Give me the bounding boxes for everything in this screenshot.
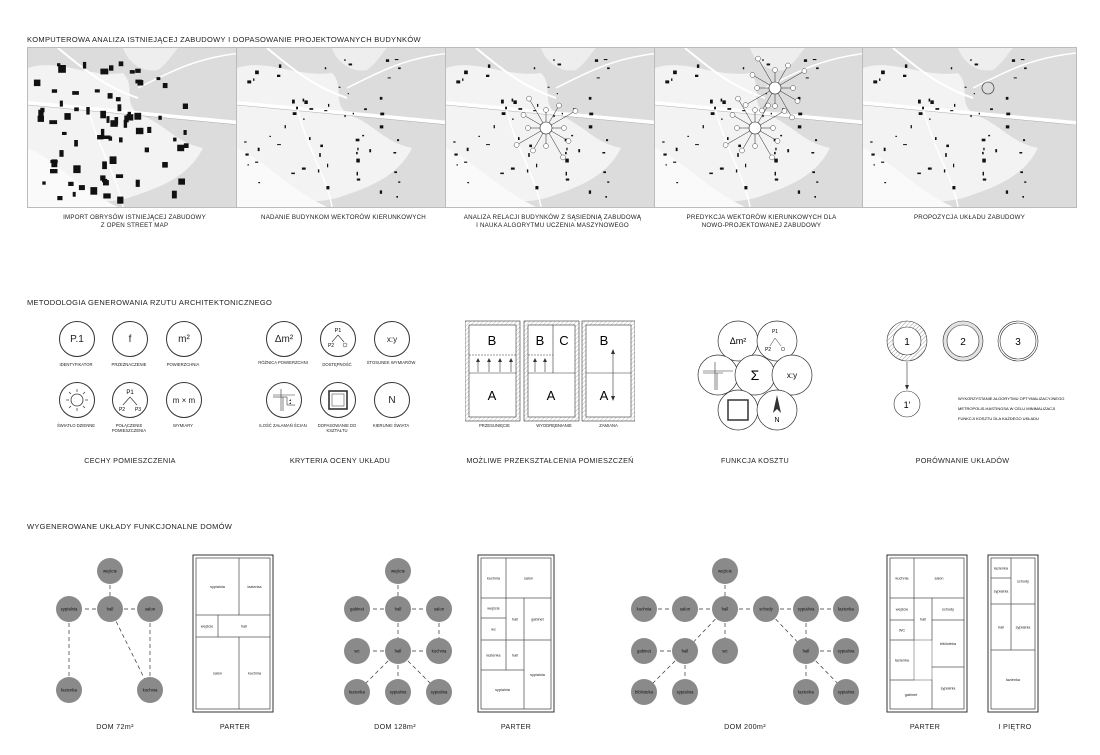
cost-function-diagram <box>695 318 815 433</box>
plan-room-label: łazienka <box>247 585 262 589</box>
connection-p3: P3 <box>134 407 142 413</box>
graph-node-label: hall <box>681 648 689 654</box>
transform2-a: A <box>546 388 556 403</box>
features-caption: CECHY POMIESZCZENIA <box>84 456 176 465</box>
accessibility-icon <box>320 321 356 357</box>
house72-plan <box>193 555 273 712</box>
graph-edge <box>110 609 150 690</box>
layout-comparison-diagram <box>880 318 1070 428</box>
feature-purpose-circle: f <box>112 321 148 357</box>
house200-plan-caption: PARTER <box>909 722 941 731</box>
plan-room-label: wejście <box>895 607 909 612</box>
house200-plan2-caption: I PIĘTRO <box>998 722 1032 731</box>
cost-caption: FUNKCJA KOSZTU <box>720 456 790 465</box>
graph-node-label: wc <box>354 648 360 654</box>
graph-node-label: sypialnia <box>676 689 694 695</box>
plan-room-label: salon <box>212 671 223 676</box>
map-drawing <box>237 48 450 207</box>
feature-daylight-label: ŚWIATŁO DZIENNE <box>56 423 96 428</box>
graph-node-label: salon <box>433 606 445 612</box>
cost-sum: Σ <box>750 367 760 383</box>
plan-room-label: kuchnia <box>247 671 262 676</box>
criteria-caption: KRYTERIA OCENY UKŁADU <box>289 456 391 465</box>
house200-plan <box>887 555 967 712</box>
panel1-caption: IMPORT OBRYSÓW ISTNIEJĄCEJ ZABUDOWY Z OPEN STREET MAP <box>63 214 206 229</box>
plan-room-label: sypialnia <box>530 673 545 677</box>
feature-identifier-circle: P.1 <box>59 321 95 357</box>
panel2-caption: NADANIE BUDYNKOM WEKTORÓW KIERUNKOWYCH <box>261 214 426 221</box>
cost-ratio: x:y <box>786 371 798 380</box>
plan-room-label: schody <box>1016 579 1030 584</box>
compare-note-3: FUNKCJI KOSZTU DLA KAŻDEGO UKŁADU <box>958 416 1039 421</box>
plan-room-label: salon <box>523 576 534 581</box>
cost-area: Δm² <box>729 336 747 346</box>
transform2-label: WYODRĘBNIANIE <box>536 423 572 428</box>
graph-node-label: kuchnia <box>431 648 447 654</box>
compare-note-2: METROPOLIS-HASTINGSA W CELU MINIMALIZACJI <box>958 406 1056 411</box>
graph-node-label: gabinet <box>349 606 365 612</box>
house200-plan2 <box>988 555 1038 712</box>
section2-title: METODOLOGIA GENEROWANIA RZUTU ARCHITEKTONICZNEGO <box>27 298 273 307</box>
graph-node-label: hall <box>394 648 402 654</box>
house200-graph <box>631 558 859 705</box>
plan-room-label: kuchnia <box>486 576 501 581</box>
house128-plan <box>478 555 554 712</box>
house200-caption: DOM 200m² <box>724 722 766 731</box>
plan-room-label: łazienka <box>486 653 501 658</box>
daylight-icon <box>59 382 95 418</box>
feature-purpose-label: PRZEZNACZENIE <box>111 362 147 367</box>
graph-node-label: kuchnia <box>142 687 158 693</box>
graph-node-label: salon <box>679 606 691 612</box>
graph-node-label: schody <box>759 606 773 612</box>
map-drawing <box>655 48 868 207</box>
house72-plan-caption: PARTER <box>219 722 251 731</box>
map-panel-1 <box>27 47 242 208</box>
plan-room-label: hall <box>998 625 1004 630</box>
plan-room-label: wejście <box>200 624 214 629</box>
house128-plan-caption: PARTER <box>500 722 532 731</box>
access-p2: P2 <box>327 343 335 349</box>
plan-room-label: łazienka <box>1006 678 1020 682</box>
criteria-walls-label: ILOŚĆ ZAŁAMAŃ ŚCIAN <box>259 423 307 428</box>
criteria-area-diff-circle: Δm² <box>266 321 302 357</box>
transform3-a: A <box>599 388 609 403</box>
plan-room-label: WC <box>898 628 906 633</box>
house128-caption: DOM 128m² <box>374 722 416 731</box>
panel5-caption: PROPOZYCJA UKŁADU ZABUDOWY <box>913 214 1026 221</box>
map-panel-4 <box>654 47 869 208</box>
compare-circle-1: 1 <box>904 337 910 348</box>
room-transformations-diagram <box>465 318 635 428</box>
map-drawing <box>446 48 659 207</box>
criteria-access-label: DOSTĘPNOŚĆ <box>322 362 352 367</box>
connection-p1: P1 <box>126 390 134 396</box>
plan-room-label: gabinet <box>531 617 544 622</box>
feature-identifier-label: IDENTYFIKATOR <box>59 362 93 367</box>
plan-room-label: biblioteka <box>939 642 957 646</box>
criteria-north-label: KIERUNKI ŚWIATA <box>372 423 410 428</box>
plan-room-label: hall <box>241 624 247 629</box>
plan-room-label: hall <box>512 617 518 622</box>
house128-graph <box>344 558 452 705</box>
graph-node-label: kuchnia <box>636 606 652 612</box>
plan-room-label: łazienka <box>895 658 909 663</box>
panel3-caption: ANALIZA RELACJI BUDYNKÓW Z SĄSIEDNIĄ ZABUDOWĄ I NAUKA ALGORYTMU UCZENIA MASZYNOWEGO <box>463 214 642 229</box>
feature-dimensions-label: WYMIARY <box>173 423 193 428</box>
graph-node-label: sypialnia <box>389 689 407 695</box>
plan-room-label: hall <box>512 653 518 658</box>
wall-breaks-icon <box>266 382 302 418</box>
room-connection-icon <box>112 382 148 418</box>
plan-room-label: sypialnia <box>993 589 1009 594</box>
map-drawing <box>28 48 241 207</box>
plan-room-label: kuchnia <box>895 576 909 581</box>
graph-node-label: biblioteka <box>634 689 654 695</box>
transform3-label: ZAMIANA <box>599 423 618 428</box>
graph-node-label: hall <box>802 648 810 654</box>
criteria-ratio-circle: x:y <box>374 321 410 357</box>
plan-room-label: wejście <box>487 606 500 611</box>
section1-title: KOMPUTEROWA ANALIZA ISTNIEJĄCEJ ZABUDOWY I DOPASOWANIE PROJEKTOWANYCH BUDYNKÓW <box>27 35 421 44</box>
transform1-a: A <box>487 388 497 403</box>
transform2-b: B <box>535 333 545 348</box>
compare-result: 1' <box>903 400 911 410</box>
graph-node-label: łazienka <box>798 689 814 695</box>
plan-room-label: łazienka <box>994 566 1008 571</box>
criteria-ratio-label: STOSUNEK WYMIARÓW <box>366 360 416 365</box>
graph-node-label: wejście <box>717 568 733 574</box>
graph-node-label: wejście <box>390 568 406 574</box>
map-panel-3 <box>445 47 660 208</box>
graph-node-label: sypialnia <box>837 689 855 695</box>
transforms-caption: MOŻLIWE PRZEKSZTAŁCENIA POMIESZCZEŃ <box>466 456 634 465</box>
graph-node-label: wc <box>722 648 728 654</box>
graph-node-label: hall <box>721 606 729 612</box>
plan-room-label: sypialnia <box>495 688 510 692</box>
criteria-shape-label: DOPASOWANIE DO KSZTAŁTU <box>317 423 357 433</box>
connection-p2: P2 <box>118 407 126 413</box>
plan-room-label: hall <box>920 617 926 622</box>
graph-node-label: łazienka <box>61 687 77 693</box>
access-p1: P1 <box>334 328 342 334</box>
graph-node-label: sypialnia <box>60 606 78 612</box>
graph-node-label: łazienka <box>838 606 854 612</box>
graph-node-label: sypialnia <box>837 648 855 654</box>
graph-node-label: hall <box>106 606 114 612</box>
transform3-b: B <box>599 333 609 348</box>
criteria-area-diff-label: RÓŻNICA POWIERZCHNI <box>258 360 308 365</box>
plan-room-label: schody <box>941 607 955 612</box>
cost-p1: P1 <box>771 329 779 335</box>
transform1-b: B <box>487 333 497 348</box>
graph-node-label: wejście <box>102 568 118 574</box>
compare-note-1: WYKORZYSTANIE ALGORYTMU OPTYMALIZACYJNEGO <box>958 396 1065 401</box>
plan-room-label: gabinet <box>904 693 918 697</box>
feature-area-circle: m² <box>166 321 202 357</box>
plan-room-label: sypialnia <box>940 686 956 691</box>
feature-connection-label: POŁĄCZENIE POMIESZCZENIA <box>111 423 147 433</box>
graph-node-label: sypialnia <box>430 689 448 695</box>
house72-graph <box>56 558 163 703</box>
feature-area-label: POWIERZCHNIA <box>166 362 200 367</box>
plan-room-label: sypialnia <box>210 585 225 589</box>
transform2-c: C <box>559 333 569 348</box>
shape-fit-icon <box>320 382 356 418</box>
plan-room-label: salon <box>934 576 944 581</box>
plan-room-label: sypialnia <box>1015 625 1031 630</box>
transform1-label: PRZESUNIĘCIE <box>479 423 510 428</box>
cost-p2: P2 <box>764 347 772 353</box>
feature-dimensions-circle: m × m <box>166 382 202 418</box>
graph-node-label: gabinet <box>636 648 652 654</box>
graph-node-label: salon <box>144 606 156 612</box>
graph-node-label: łazienka <box>349 689 365 695</box>
plan-room-label: wc <box>491 627 496 632</box>
compare-caption: PORÓWNANIE UKŁADÓW <box>915 456 1010 465</box>
compare-circle-2: 2 <box>960 337 966 348</box>
map-drawing <box>863 48 1076 207</box>
section3-title: WYGENEROWANE UKŁADY FUNKCJONALNE DOMÓW <box>27 522 233 531</box>
graph-node-label: sypialnia <box>797 606 815 612</box>
graph-node-label: hall <box>394 606 402 612</box>
criteria-north-circle: N <box>374 382 410 418</box>
compare-circle-3: 3 <box>1015 337 1021 348</box>
map-panel-2 <box>236 47 451 208</box>
map-panel-5 <box>862 47 1077 208</box>
panel4-caption: PREDYKCJA WEKTORÓW KIERUNKOWYCH DLA NOWO-PROJEKTOWANEJ ZABUDOWY <box>686 214 837 229</box>
house72-caption: DOM 72m² <box>96 722 134 731</box>
cost-north: N <box>774 417 780 424</box>
